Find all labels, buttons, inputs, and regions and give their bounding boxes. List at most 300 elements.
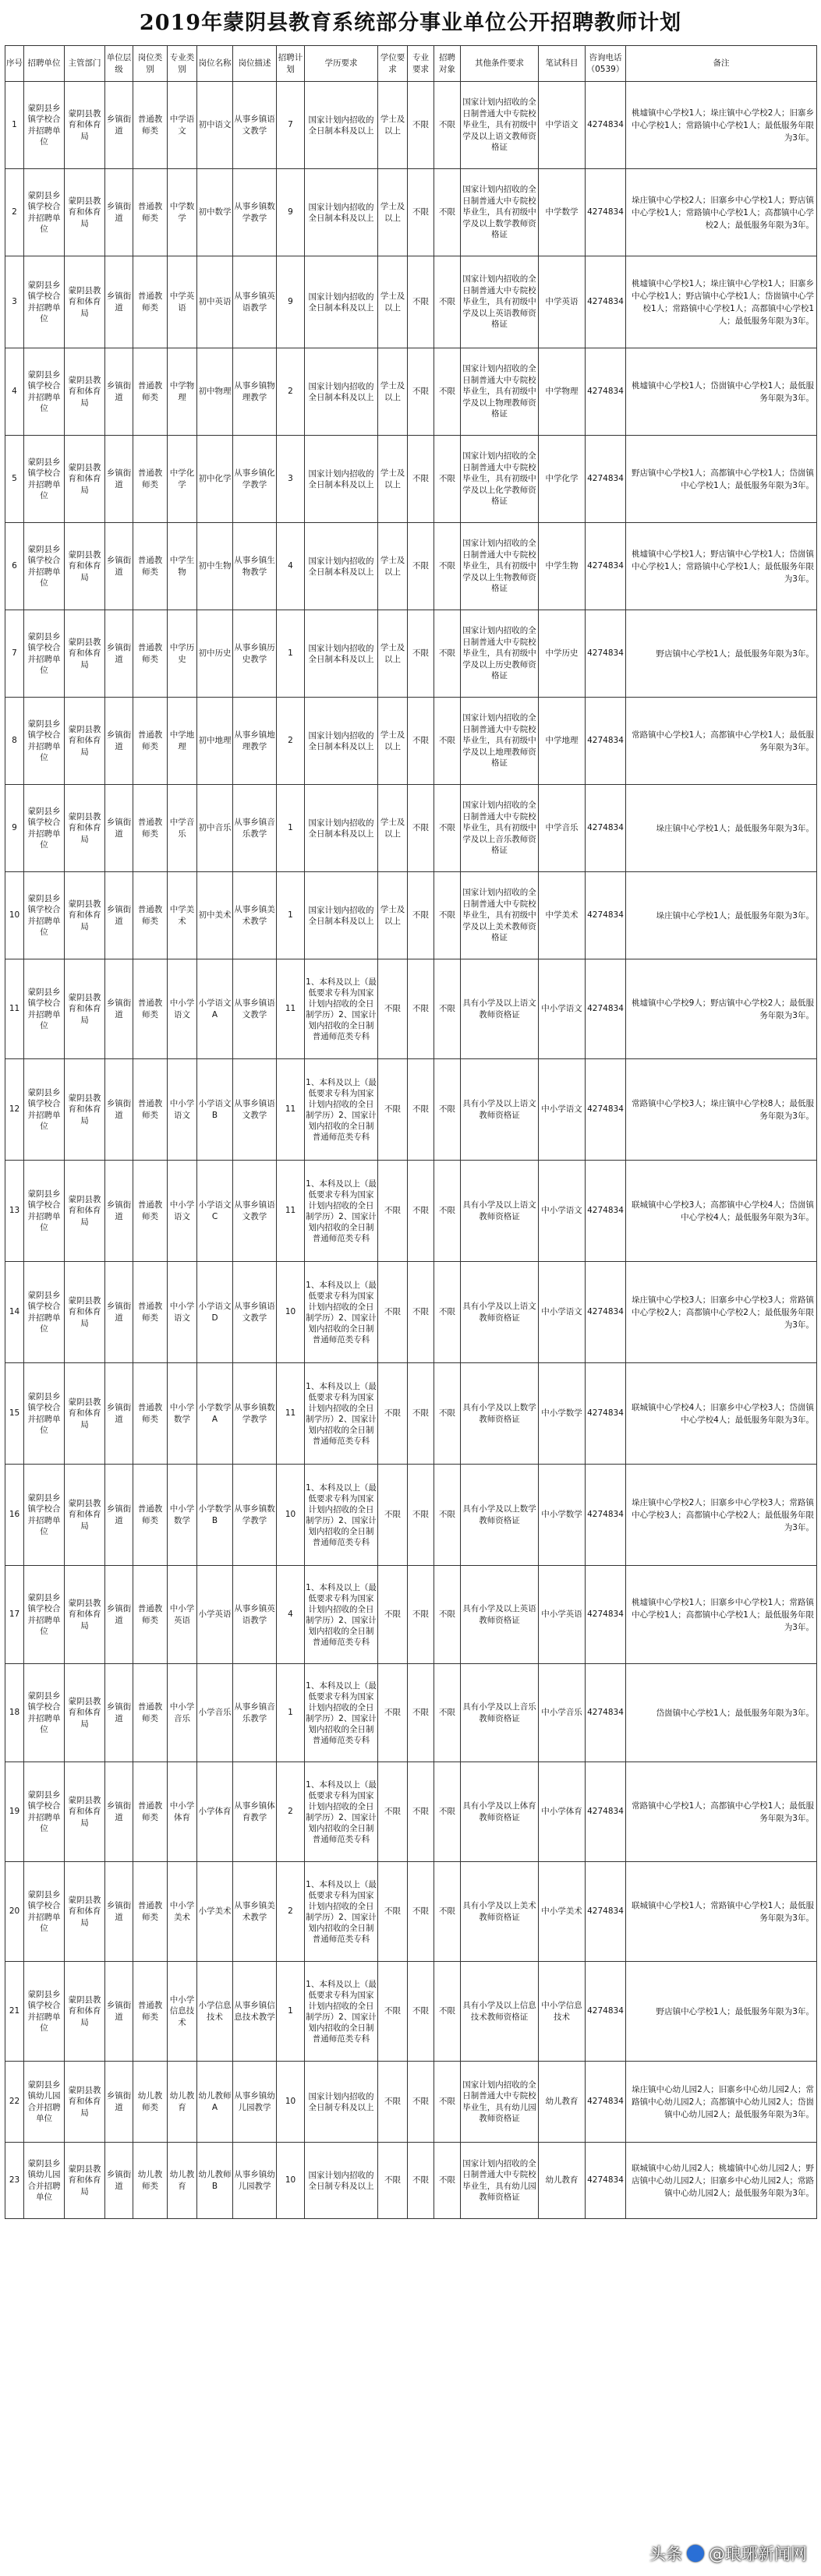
exam-subject: 幼儿教育 <box>539 2062 586 2143</box>
supervising-dept: 蒙阴县教育和体育局 <box>65 436 105 523</box>
recruiting-unit: 蒙阴县乡镇学校合并招聘单位 <box>24 169 65 256</box>
unit-level: 乡镇街道 <box>105 523 133 610</box>
post-category: 普通教师类 <box>133 1059 168 1161</box>
column-header: 序号 <box>5 46 24 82</box>
contact-phone: 4274834 <box>586 82 626 169</box>
education-requirement: 1、本科及以上（最低要求专科为国家计划内招收的全日制学历）2、国家计划内招收的全日制普通师范类专科 <box>305 1465 378 1566</box>
unit-level: 乡镇街道 <box>105 1566 133 1664</box>
major-requirement: 不限 <box>408 698 434 785</box>
row-number: 14 <box>5 1262 24 1363</box>
post-category: 普通教师类 <box>133 1762 168 1862</box>
unit-level: 乡镇街道 <box>105 872 133 959</box>
post-description: 从事乡镇语文教学 <box>233 959 277 1059</box>
recruit-target: 不限 <box>434 1762 461 1862</box>
remarks: 桃墟镇中心学校1人；野店镇中心学校1人；岱崮镇中心学校1人；常路镇中心学校1人；最低服务年限为3年。 <box>626 523 817 610</box>
post-category: 幼儿教师类 <box>133 2062 168 2143</box>
degree-requirement: 学士及以上 <box>378 256 408 348</box>
recruiting-unit: 蒙阴县乡镇学校合并招聘单位 <box>24 1363 65 1465</box>
major-requirement: 不限 <box>408 1566 434 1664</box>
table-row <box>5 256 817 348</box>
recruit-target: 不限 <box>434 256 461 348</box>
post-name: 小学语文A <box>197 959 233 1059</box>
contact-phone: 4274834 <box>586 2143 626 2219</box>
recruiting-unit: 蒙阴县乡镇学校合并招聘单位 <box>24 1566 65 1664</box>
subject-category: 中小学数学 <box>168 1465 197 1566</box>
subject-category: 中小学信息技术 <box>168 1962 197 2062</box>
remarks: 桃墟镇中心学校1人；垛庄镇中心学校2人；旧寨乡中心学校1人；常路镇中心学校1人；最低服务年限为3年。 <box>626 82 817 169</box>
post-category: 普通教师类 <box>133 1962 168 2062</box>
post-category: 普通教师类 <box>133 1262 168 1363</box>
table-row <box>5 610 817 698</box>
post-name: 小学数学A <box>197 1363 233 1465</box>
recruiting-unit: 蒙阴县乡镇学校合并招聘单位 <box>24 610 65 698</box>
supervising-dept: 蒙阴县教育和体育局 <box>65 1962 105 2062</box>
degree-requirement: 不限 <box>378 1566 408 1664</box>
row-number: 15 <box>5 1363 24 1465</box>
post-description: 从事乡镇地理教学 <box>233 698 277 785</box>
supervising-dept: 蒙阴县教育和体育局 <box>65 1762 105 1862</box>
other-requirements: 具有小学及以上语文教师资格证 <box>461 959 539 1059</box>
degree-requirement: 不限 <box>378 1262 408 1363</box>
supervising-dept: 蒙阴县教育和体育局 <box>65 1566 105 1664</box>
education-requirement: 国家计划内招收的全日制专科及以上 <box>305 2143 378 2219</box>
recruit-plan: 11 <box>277 959 305 1059</box>
contact-phone: 4274834 <box>586 256 626 348</box>
education-requirement: 1、本科及以上（最低要求专科为国家计划内招收的全日制学历）2、国家计划内招收的全日制普通师范类专科 <box>305 1566 378 1664</box>
watermark <box>649 2542 807 2565</box>
remarks: 桃墟镇中心学校1人；旧寨乡中心学校1人；常路镇中心学校1人；高都镇中心学校1人；最低服务年限为3年。 <box>626 1566 817 1664</box>
degree-requirement: 不限 <box>378 1762 408 1862</box>
post-category: 普通教师类 <box>133 436 168 523</box>
unit-level: 乡镇街道 <box>105 256 133 348</box>
recruit-target: 不限 <box>434 348 461 436</box>
exam-subject: 中学化学 <box>539 436 586 523</box>
major-requirement: 不限 <box>408 2062 434 2143</box>
recruit-plan: 1 <box>277 872 305 959</box>
remarks: 桃墟镇中心学校1人；垛庄镇中心学校1人；旧寨乡中心学校1人；野店镇中心学校1人；岱崮镇中心学校1人；常路镇中心学校1人；高都镇中心学校1人；最低服务年限为3年。 <box>626 256 817 348</box>
remarks: 垛庄镇中心学校2人；旧寨乡中心学校1人；野店镇中心学校1人；常路镇中心学校1人；高都镇中心学校2人；最低服务年限为3年。 <box>626 169 817 256</box>
post-description: 从事乡镇英语教学 <box>233 256 277 348</box>
recruit-plan: 2 <box>277 1762 305 1862</box>
post-name: 初中生物 <box>197 523 233 610</box>
other-requirements: 国家计划内招收的全日制普通大中专院校毕业生，具有初级中学及以上生物教师资格证 <box>461 523 539 610</box>
post-name: 初中地理 <box>197 698 233 785</box>
education-requirement: 国家计划内招收的全日制本科及以上 <box>305 698 378 785</box>
row-number: 16 <box>5 1465 24 1566</box>
other-requirements: 具有小学及以上语文教师资格证 <box>461 1161 539 1262</box>
other-requirements: 国家计划内招收的全日制普通大中专院校毕业生，具有初级中学及以上化学教师资格证 <box>461 436 539 523</box>
table-row <box>5 348 817 436</box>
major-requirement: 不限 <box>408 169 434 256</box>
column-header: 招聘对象 <box>434 46 461 82</box>
education-requirement: 国家计划内招收的全日制本科及以上 <box>305 523 378 610</box>
post-category: 普通教师类 <box>133 1566 168 1664</box>
recruit-target: 不限 <box>434 436 461 523</box>
education-requirement: 1、本科及以上（最低要求专科为国家计划内招收的全日制学历）2、国家计划内招收的全日制普通师范类专科 <box>305 1664 378 1762</box>
recruiting-unit: 蒙阴县乡镇学校合并招聘单位 <box>24 872 65 959</box>
column-header: 咨询电话（0539） <box>586 46 626 82</box>
education-requirement: 国家计划内招收的全日制本科及以上 <box>305 256 378 348</box>
table-body <box>5 82 817 2219</box>
recruit-target: 不限 <box>434 959 461 1059</box>
supervising-dept: 蒙阴县教育和体育局 <box>65 2143 105 2219</box>
post-category: 普通教师类 <box>133 523 168 610</box>
column-header: 备注 <box>626 46 817 82</box>
supervising-dept: 蒙阴县教育和体育局 <box>65 82 105 169</box>
column-header: 主管部门 <box>65 46 105 82</box>
column-header: 岗位名称 <box>197 46 233 82</box>
subject-category: 中学英语 <box>168 256 197 348</box>
row-number: 18 <box>5 1664 24 1762</box>
column-header: 其他条件要求 <box>461 46 539 82</box>
subject-category: 中学历史 <box>168 610 197 698</box>
other-requirements: 具有小学及以上信息技术教师资格证 <box>461 1962 539 2062</box>
subject-category: 幼儿教育 <box>168 2143 197 2219</box>
exam-subject: 中小学语文 <box>539 1161 586 1262</box>
recruiting-unit: 蒙阴县乡镇学校合并招聘单位 <box>24 82 65 169</box>
column-header: 岗位描述 <box>233 46 277 82</box>
recruit-target: 不限 <box>434 1161 461 1262</box>
table-header <box>5 46 817 82</box>
degree-requirement: 不限 <box>378 1862 408 1962</box>
row-number: 1 <box>5 82 24 169</box>
degree-requirement: 学士及以上 <box>378 785 408 872</box>
unit-level: 乡镇街道 <box>105 1862 133 1962</box>
contact-phone: 4274834 <box>586 785 626 872</box>
watermark-author: @琅琊新闻网 <box>709 2545 807 2564</box>
exam-subject: 中小学语文 <box>539 959 586 1059</box>
contact-phone: 4274834 <box>586 1161 626 1262</box>
subject-category: 幼儿教育 <box>168 2062 197 2143</box>
subject-category: 中小学音乐 <box>168 1664 197 1762</box>
recruit-target: 不限 <box>434 1262 461 1363</box>
exam-subject: 中小学美术 <box>539 1862 586 1962</box>
recruit-plan: 1 <box>277 1962 305 2062</box>
table-row <box>5 169 817 256</box>
unit-level: 乡镇街道 <box>105 436 133 523</box>
exam-subject: 中学生物 <box>539 523 586 610</box>
other-requirements: 具有小学及以上数学教师资格证 <box>461 1363 539 1465</box>
other-requirements: 具有小学及以上音乐教师资格证 <box>461 1664 539 1762</box>
unit-level: 乡镇街道 <box>105 1664 133 1762</box>
recruit-plan: 11 <box>277 1059 305 1161</box>
other-requirements: 具有小学及以上体育教师资格证 <box>461 1762 539 1862</box>
recruiting-unit: 蒙阴县乡镇学校合并招聘单位 <box>24 959 65 1059</box>
table-row <box>5 1363 817 1465</box>
column-header: 单位层级 <box>105 46 133 82</box>
major-requirement: 不限 <box>408 348 434 436</box>
unit-level: 乡镇街道 <box>105 348 133 436</box>
education-requirement: 国家计划内招收的全日制本科及以上 <box>305 169 378 256</box>
education-requirement: 1、本科及以上（最低要求专科为国家计划内招收的全日制学历）2、国家计划内招收的全日制普通师范类专科 <box>305 1762 378 1862</box>
subject-category: 中学语文 <box>168 82 197 169</box>
recruit-target: 不限 <box>434 169 461 256</box>
recruiting-unit: 蒙阴县乡镇学校合并招聘单位 <box>24 1059 65 1161</box>
table-row <box>5 1262 817 1363</box>
subject-category: 中学生物 <box>168 523 197 610</box>
degree-requirement: 不限 <box>378 1962 408 2062</box>
table-row <box>5 698 817 785</box>
supervising-dept: 蒙阴县教育和体育局 <box>65 1465 105 1566</box>
contact-phone: 4274834 <box>586 348 626 436</box>
recruit-plan: 1 <box>277 785 305 872</box>
contact-phone: 4274834 <box>586 959 626 1059</box>
recruit-target: 不限 <box>434 610 461 698</box>
subject-category: 中小学语文 <box>168 1262 197 1363</box>
unit-level: 乡镇街道 <box>105 1161 133 1262</box>
row-number: 6 <box>5 523 24 610</box>
education-requirement: 1、本科及以上（最低要求专科为国家计划内招收的全日制学历）2、国家计划内招收的全日制普通师范类专科 <box>305 1363 378 1465</box>
major-requirement: 不限 <box>408 959 434 1059</box>
table-row <box>5 1862 817 1962</box>
post-name: 初中音乐 <box>197 785 233 872</box>
remarks: 垛庄镇中心学校2人；旧寨乡中心学校3人；常路镇中心学校3人；高都镇中心学校2人；最低服务年限为3年。 <box>626 1465 817 1566</box>
supervising-dept: 蒙阴县教育和体育局 <box>65 2062 105 2143</box>
degree-requirement: 不限 <box>378 1161 408 1262</box>
post-name: 小学音乐 <box>197 1664 233 1762</box>
post-description: 从事乡镇语文教学 <box>233 82 277 169</box>
education-requirement: 1、本科及以上（最低要求专科为国家计划内招收的全日制学历）2、国家计划内招收的全日制普通师范类专科 <box>305 1962 378 2062</box>
account-avatar-icon <box>687 2545 704 2562</box>
contact-phone: 4274834 <box>586 1762 626 1862</box>
table-row <box>5 1566 817 1664</box>
other-requirements: 具有小学及以上语文教师资格证 <box>461 1262 539 1363</box>
watermark-source: 头条 <box>649 2545 682 2564</box>
other-requirements: 具有小学及以上美术教师资格证 <box>461 1862 539 1962</box>
degree-requirement: 不限 <box>378 1664 408 1762</box>
degree-requirement: 学士及以上 <box>378 348 408 436</box>
subject-category: 中小学语文 <box>168 959 197 1059</box>
unit-level: 乡镇街道 <box>105 1762 133 1862</box>
remarks: 联城镇中心学校1人；常路镇中心学校1人；最低服务年限为3年。 <box>626 1862 817 1962</box>
major-requirement: 不限 <box>408 523 434 610</box>
recruit-target: 不限 <box>434 698 461 785</box>
table-row <box>5 1664 817 1762</box>
recruit-plan: 3 <box>277 436 305 523</box>
post-category: 普通教师类 <box>133 256 168 348</box>
post-description: 从事乡镇美术教学 <box>233 872 277 959</box>
exam-subject: 中小学语文 <box>539 1262 586 1363</box>
degree-requirement: 学士及以上 <box>378 610 408 698</box>
exam-subject: 中学数学 <box>539 169 586 256</box>
row-number: 5 <box>5 436 24 523</box>
exam-subject: 中小学体育 <box>539 1762 586 1862</box>
supervising-dept: 蒙阴县教育和体育局 <box>65 872 105 959</box>
row-number: 17 <box>5 1566 24 1664</box>
column-header: 学位要求 <box>378 46 408 82</box>
post-name: 初中历史 <box>197 610 233 698</box>
degree-requirement: 学士及以上 <box>378 169 408 256</box>
row-number: 10 <box>5 872 24 959</box>
table-row <box>5 2062 817 2143</box>
post-category: 普通教师类 <box>133 82 168 169</box>
exam-subject: 幼儿教育 <box>539 2143 586 2219</box>
subject-category: 中学数学 <box>168 169 197 256</box>
unit-level: 乡镇街道 <box>105 169 133 256</box>
major-requirement: 不限 <box>408 1862 434 1962</box>
supervising-dept: 蒙阴县教育和体育局 <box>65 256 105 348</box>
column-header: 专业要求 <box>408 46 434 82</box>
recruit-target: 不限 <box>434 1862 461 1962</box>
supervising-dept: 蒙阴县教育和体育局 <box>65 785 105 872</box>
row-number: 21 <box>5 1962 24 2062</box>
degree-requirement: 学士及以上 <box>378 872 408 959</box>
exam-subject: 中学美术 <box>539 872 586 959</box>
major-requirement: 不限 <box>408 785 434 872</box>
table-row <box>5 2143 817 2219</box>
row-number: 23 <box>5 2143 24 2219</box>
post-category: 普通教师类 <box>133 1161 168 1262</box>
degree-requirement: 不限 <box>378 2143 408 2219</box>
row-number: 4 <box>5 348 24 436</box>
major-requirement: 不限 <box>408 436 434 523</box>
recruit-target: 不限 <box>434 2143 461 2219</box>
recruiting-unit: 蒙阴县乡镇学校合并招聘单位 <box>24 348 65 436</box>
remarks: 联城镇中心学校4人；旧寨乡中心学校3人；岱崮镇中心学校4人；最低服务年限为3年。 <box>626 1363 817 1465</box>
table-row <box>5 785 817 872</box>
subject-category: 中小学语文 <box>168 1059 197 1161</box>
remarks: 联城镇中心幼儿园2人；桃墟镇中心幼儿园2人；野店镇中心幼儿园2人；旧寨乡中心幼儿园2人；常路镇中心幼儿园2人；最低服务年限为3年。 <box>626 2143 817 2219</box>
major-requirement: 不限 <box>408 256 434 348</box>
recruit-plan: 7 <box>277 82 305 169</box>
education-requirement: 国家计划内招收的全日制本科及以上 <box>305 82 378 169</box>
column-header: 专业类别 <box>168 46 197 82</box>
remarks: 垛庄镇中心学校3人；旧寨乡中心学校3人；常路镇中心学校2人；高都镇中心学校2人；最低服务年限为3年。 <box>626 1262 817 1363</box>
post-name: 小学美术 <box>197 1862 233 1962</box>
table-row <box>5 1161 817 1262</box>
unit-level: 乡镇街道 <box>105 1465 133 1566</box>
recruiting-unit: 蒙阴县乡镇学校合并招聘单位 <box>24 1762 65 1862</box>
other-requirements: 国家计划内招收的全日制普通大中专院校毕业生，具有初级中学及以上数学教师资格证 <box>461 169 539 256</box>
recruit-target: 不限 <box>434 1363 461 1465</box>
remarks: 野店镇中心学校1人；最低服务年限为3年。 <box>626 610 817 698</box>
contact-phone: 4274834 <box>586 1363 626 1465</box>
recruit-plan: 11 <box>277 1363 305 1465</box>
education-requirement: 1、本科及以上（最低要求专科为国家计划内招收的全日制学历）2、国家计划内招收的全日制普通师范类专科 <box>305 1161 378 1262</box>
recruit-plan: 10 <box>277 1465 305 1566</box>
degree-requirement: 不限 <box>378 959 408 1059</box>
post-description: 从事乡镇数学教学 <box>233 1465 277 1566</box>
recruit-plan: 1 <box>277 610 305 698</box>
recruit-target: 不限 <box>434 785 461 872</box>
recruit-plan: 4 <box>277 523 305 610</box>
major-requirement: 不限 <box>408 2143 434 2219</box>
table-row <box>5 523 817 610</box>
recruit-target: 不限 <box>434 1465 461 1566</box>
row-number: 13 <box>5 1161 24 1262</box>
contact-phone: 4274834 <box>586 610 626 698</box>
row-number: 8 <box>5 698 24 785</box>
table-row <box>5 1962 817 2062</box>
recruit-plan: 11 <box>277 1161 305 1262</box>
post-name: 幼儿教师A <box>197 2062 233 2143</box>
post-category: 普通教师类 <box>133 169 168 256</box>
other-requirements: 国家计划内招收的全日制普通大中专院校毕业生，具有初级中学及以上物理教师资格证 <box>461 348 539 436</box>
post-name: 初中数学 <box>197 169 233 256</box>
post-description: 从事乡镇历史教学 <box>233 610 277 698</box>
supervising-dept: 蒙阴县教育和体育局 <box>65 523 105 610</box>
supervising-dept: 蒙阴县教育和体育局 <box>65 959 105 1059</box>
post-category: 幼儿教师类 <box>133 2143 168 2219</box>
post-category: 普通教师类 <box>133 1465 168 1566</box>
remarks: 常路镇中心学校3人；垛庄镇中心学校8人；最低服务年限为3年。 <box>626 1059 817 1161</box>
subject-category: 中学物理 <box>168 348 197 436</box>
table-row <box>5 959 817 1059</box>
table-row <box>5 436 817 523</box>
row-number: 2 <box>5 169 24 256</box>
major-requirement: 不限 <box>408 82 434 169</box>
table-row <box>5 1762 817 1862</box>
subject-category: 中小学体育 <box>168 1762 197 1862</box>
post-description: 从事乡镇数学教学 <box>233 1363 277 1465</box>
post-category: 普通教师类 <box>133 610 168 698</box>
major-requirement: 不限 <box>408 1059 434 1161</box>
exam-subject: 中学地理 <box>539 698 586 785</box>
exam-subject: 中学音乐 <box>539 785 586 872</box>
column-header: 学历要求 <box>305 46 378 82</box>
major-requirement: 不限 <box>408 1465 434 1566</box>
degree-requirement: 学士及以上 <box>378 698 408 785</box>
post-name: 小学信息技术 <box>197 1962 233 2062</box>
row-number: 19 <box>5 1762 24 1862</box>
education-requirement: 1、本科及以上（最低要求专科为国家计划内招收的全日制学历）2、国家计划内招收的全日制普通师范类专科 <box>305 959 378 1059</box>
post-description: 从事乡镇化学教学 <box>233 436 277 523</box>
recruitment-table <box>5 45 817 2219</box>
post-description: 从事乡镇语文教学 <box>233 1262 277 1363</box>
column-header: 笔试科目 <box>539 46 586 82</box>
post-description: 从事乡镇生物教学 <box>233 523 277 610</box>
exam-subject: 中小学数学 <box>539 1465 586 1566</box>
column-header: 招聘单位 <box>24 46 65 82</box>
column-header: 招聘计划 <box>277 46 305 82</box>
exam-subject: 中小学英语 <box>539 1566 586 1664</box>
other-requirements: 国家计划内招收的全日制普通大中专院校毕业生，具有初级中学及以上美术教师资格证 <box>461 872 539 959</box>
remarks: 垛庄镇中心学校1人；最低服务年限为3年。 <box>626 872 817 959</box>
unit-level: 乡镇街道 <box>105 785 133 872</box>
other-requirements: 国家计划内招收的全日制普通大中专院校毕业生，具有初级中学及以上地理教师资格证 <box>461 698 539 785</box>
post-description: 从事乡镇幼儿园教学 <box>233 2143 277 2219</box>
contact-phone: 4274834 <box>586 1862 626 1962</box>
contact-phone: 4274834 <box>586 698 626 785</box>
recruit-plan: 1 <box>277 1664 305 1762</box>
contact-phone: 4274834 <box>586 2062 626 2143</box>
subject-category: 中小学英语 <box>168 1566 197 1664</box>
supervising-dept: 蒙阴县教育和体育局 <box>65 1862 105 1962</box>
supervising-dept: 蒙阴县教育和体育局 <box>65 1059 105 1161</box>
column-header: 岗位类别 <box>133 46 168 82</box>
contact-phone: 4274834 <box>586 169 626 256</box>
recruit-plan: 2 <box>277 1862 305 1962</box>
post-name: 小学英语 <box>197 1566 233 1664</box>
remarks: 桃墟镇中心学校9人；野店镇中心学校2人；最低服务年限为3年。 <box>626 959 817 1059</box>
subject-category: 中小学美术 <box>168 1862 197 1962</box>
other-requirements: 具有小学及以上英语教师资格证 <box>461 1566 539 1664</box>
row-number: 11 <box>5 959 24 1059</box>
recruiting-unit: 蒙阴县乡镇学校合并招聘单位 <box>24 1862 65 1962</box>
remarks: 垛庄镇中心学校1人；最低服务年限为3年。 <box>626 785 817 872</box>
post-description: 从事乡镇信息技术教学 <box>233 1962 277 2062</box>
remarks: 常路镇中心学校1人；高都镇中心学校1人；最低服务年限为3年。 <box>626 698 817 785</box>
degree-requirement: 不限 <box>378 2062 408 2143</box>
post-name: 初中语文 <box>197 82 233 169</box>
table-row <box>5 1059 817 1161</box>
recruiting-unit: 蒙阴县乡镇幼儿园合并招聘单位 <box>24 2143 65 2219</box>
post-name: 小学体育 <box>197 1762 233 1862</box>
recruit-plan: 10 <box>277 2143 305 2219</box>
supervising-dept: 蒙阴县教育和体育局 <box>65 698 105 785</box>
contact-phone: 4274834 <box>586 1059 626 1161</box>
post-description: 从事乡镇英语教学 <box>233 1566 277 1664</box>
